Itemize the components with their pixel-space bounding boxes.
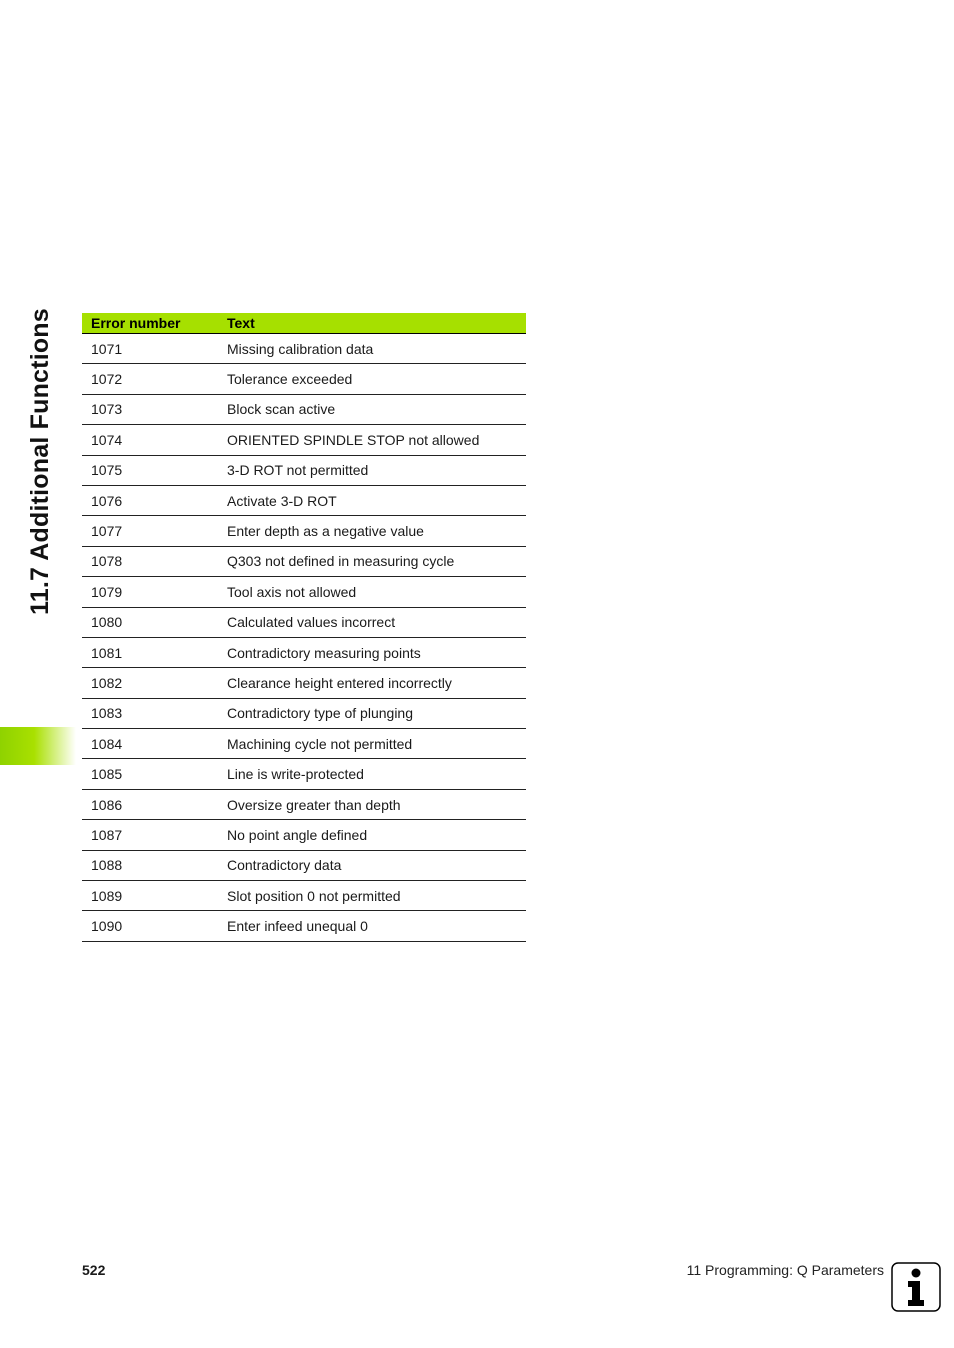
table-row bbox=[82, 364, 526, 394]
error-number-cell: 1075 bbox=[82, 455, 218, 485]
error-table bbox=[82, 313, 526, 942]
error-text-cell: Activate 3-D ROT bbox=[218, 485, 526, 515]
table-row bbox=[82, 546, 526, 576]
table-row bbox=[82, 820, 526, 850]
error-number-cell: 1078 bbox=[82, 546, 218, 576]
table-row bbox=[82, 789, 526, 819]
error-number-cell: 1080 bbox=[82, 607, 218, 637]
error-text-cell: Tool axis not allowed bbox=[218, 577, 526, 607]
error-text-cell: Machining cycle not permitted bbox=[218, 729, 526, 759]
table-row bbox=[82, 334, 526, 364]
error-number-cell: 1072 bbox=[82, 364, 218, 394]
chapter-title: 11 Programming: Q Parameters bbox=[686, 1262, 884, 1278]
error-text-cell: Contradictory measuring points bbox=[218, 637, 526, 667]
section-title: 11.7 Additional Functions bbox=[26, 308, 54, 615]
header-error-number: Error number bbox=[82, 313, 218, 334]
error-number-cell: 1079 bbox=[82, 577, 218, 607]
table-row bbox=[82, 698, 526, 728]
error-number-cell: 1086 bbox=[82, 789, 218, 819]
error-text-cell: Q303 not defined in measuring cycle bbox=[218, 546, 526, 576]
error-number-cell: 1083 bbox=[82, 698, 218, 728]
error-text-cell: Slot position 0 not permitted bbox=[218, 881, 526, 911]
error-text-cell: Tolerance exceeded bbox=[218, 364, 526, 394]
error-text-cell: Contradictory data bbox=[218, 850, 526, 880]
table-row bbox=[82, 455, 526, 485]
error-text-cell: ORIENTED SPINDLE STOP not allowed bbox=[218, 425, 526, 455]
header-text: Text bbox=[218, 313, 526, 334]
error-text-cell: Missing calibration data bbox=[218, 334, 526, 364]
error-text-cell: Oversize greater than depth bbox=[218, 789, 526, 819]
table-row bbox=[82, 577, 526, 607]
table-row bbox=[82, 637, 526, 667]
error-number-cell: 1076 bbox=[82, 485, 218, 515]
error-text-cell: Block scan active bbox=[218, 394, 526, 424]
error-number-cell: 1071 bbox=[82, 334, 218, 364]
table-row bbox=[82, 668, 526, 698]
error-number-cell: 1077 bbox=[82, 516, 218, 546]
error-number-cell: 1073 bbox=[82, 394, 218, 424]
error-text-cell: Calculated values incorrect bbox=[218, 607, 526, 637]
table-header-row bbox=[82, 313, 526, 334]
error-text-cell: Line is write-protected bbox=[218, 759, 526, 789]
error-number-cell: 1089 bbox=[82, 881, 218, 911]
table-row bbox=[82, 729, 526, 759]
table-row bbox=[82, 881, 526, 911]
error-text-cell: Contradictory type of plunging bbox=[218, 698, 526, 728]
table-row bbox=[82, 850, 526, 880]
error-text-cell: 3-D ROT not permitted bbox=[218, 455, 526, 485]
section-tab-marker bbox=[0, 727, 76, 765]
error-text-cell: Enter depth as a negative value bbox=[218, 516, 526, 546]
table-row bbox=[82, 516, 526, 546]
error-number-cell: 1087 bbox=[82, 820, 218, 850]
error-number-cell: 1085 bbox=[82, 759, 218, 789]
error-number-cell: 1084 bbox=[82, 729, 218, 759]
table-row bbox=[82, 759, 526, 789]
error-text-cell: No point angle defined bbox=[218, 820, 526, 850]
error-number-cell: 1074 bbox=[82, 425, 218, 455]
error-number-cell: 1088 bbox=[82, 850, 218, 880]
error-text-cell: Clearance height entered incorrectly bbox=[218, 668, 526, 698]
error-number-cell: 1082 bbox=[82, 668, 218, 698]
error-number-cell: 1090 bbox=[82, 911, 218, 941]
error-number-cell: 1081 bbox=[82, 637, 218, 667]
info-icon bbox=[891, 1262, 941, 1312]
error-text-cell: Enter infeed unequal 0 bbox=[218, 911, 526, 941]
table-row bbox=[82, 394, 526, 424]
page-number: 522 bbox=[82, 1262, 106, 1278]
table-row bbox=[82, 485, 526, 515]
table-row bbox=[82, 607, 526, 637]
table-row bbox=[82, 425, 526, 455]
table-row bbox=[82, 911, 526, 941]
